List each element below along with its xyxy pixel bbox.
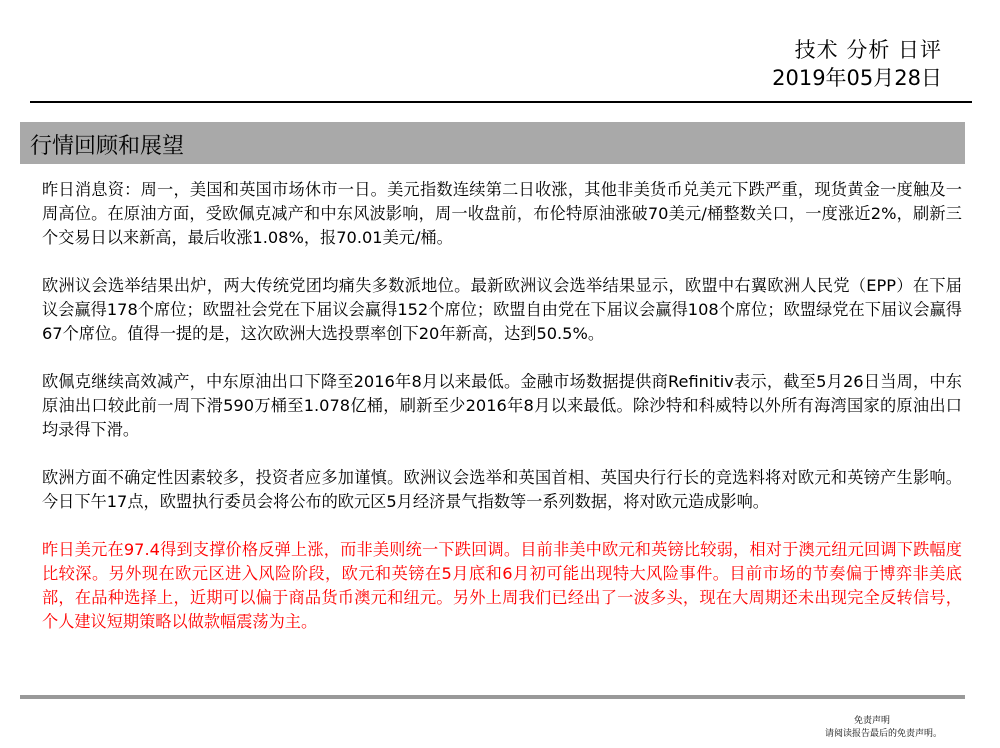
paragraph-opec: 欧佩克继续高效减产，中东原油出口下降至2016年8月以来最低。金融市场数据提供商Refinitiv表示，截至5月26日当周，中东原油出口较此前一周下滑590万桶至1.078亿桶，刷新至少2016年8月以来最低。除沙特和科威特以外所有海湾国家的原油出口均录得下滑。 — [42, 372, 962, 439]
report-title: 技术 分析 日评 — [794, 38, 942, 62]
paragraph-market-news: 昨日消息资：周一，美国和英国市场休市一日。美元指数连续第二日收涨，其他非美货币兑美元下跌严重，现货黄金一度触及一周高位。在原油方面，受欧佩克减产和中东风波影响，周一收盘前，布伦特原油涨破70美元/桶整数关口，一度涨近2%，刷新三个交易日以来新高，最后收涨1.08%，报70.01美元/桶。 — [42, 180, 962, 247]
paragraph-eu-uncertainty: 欧洲方面不确定性因素较多，投资者应多加谨慎。欧洲议会选举和英国首相、英国央行行长的竞选料将对欧元和英镑产生影响。今日下午17点，欧盟执行委员会将公布的欧元区5月经济景气指数等一系列数据，将对欧元造成影响。 — [42, 468, 962, 511]
section-header-bar — [20, 122, 965, 164]
report-date: 2019年05月28日 — [772, 66, 942, 90]
header-divider — [30, 101, 972, 103]
paragraph-strategy: 昨日美元在97.4得到支撑价格反弹上涨，而非美则统一下跌回调。目前非美中欧元和英镑比较弱，相对于澳元纽元回调下跌幅度比较深。另外现在欧元区进入风险阶段，欧元和英镑在5月底和6月初可能出现特大风险事件。目前市场的节奏偏于博弈非美底部，在品种选择上，近期可以偏于商品货币澳元和纽元。另外上周我们已经出了一波多头，现在大周期还未出现完全反转信号，个人建议短期策略以做款幅震荡为主。 — [42, 540, 962, 631]
disclaimer-title: 免责声明 — [853, 716, 890, 726]
report-body — [42, 178, 962, 658]
disclaimer-note: 请阅读报告最后的免责声明。 — [824, 729, 942, 739]
paragraph-eu-election: 欧洲议会选举结果出炉，两大传统党团均痛失多数派地位。最新欧洲议会选举结果显示，欧盟中右翼欧洲人民党（EPP）在下届议会赢得178个席位；欧盟社会党在下届议会赢得152个席位；欧盟自由党在下届议会赢得108个席位；欧盟绿党在下届议会赢得67个席位。值得一提的是，这次欧洲大选投票率创下20年新高，达到50.5%。 — [42, 276, 962, 343]
footer-divider — [20, 695, 965, 699]
section-title: 行情回顾和展望 — [30, 134, 185, 159]
